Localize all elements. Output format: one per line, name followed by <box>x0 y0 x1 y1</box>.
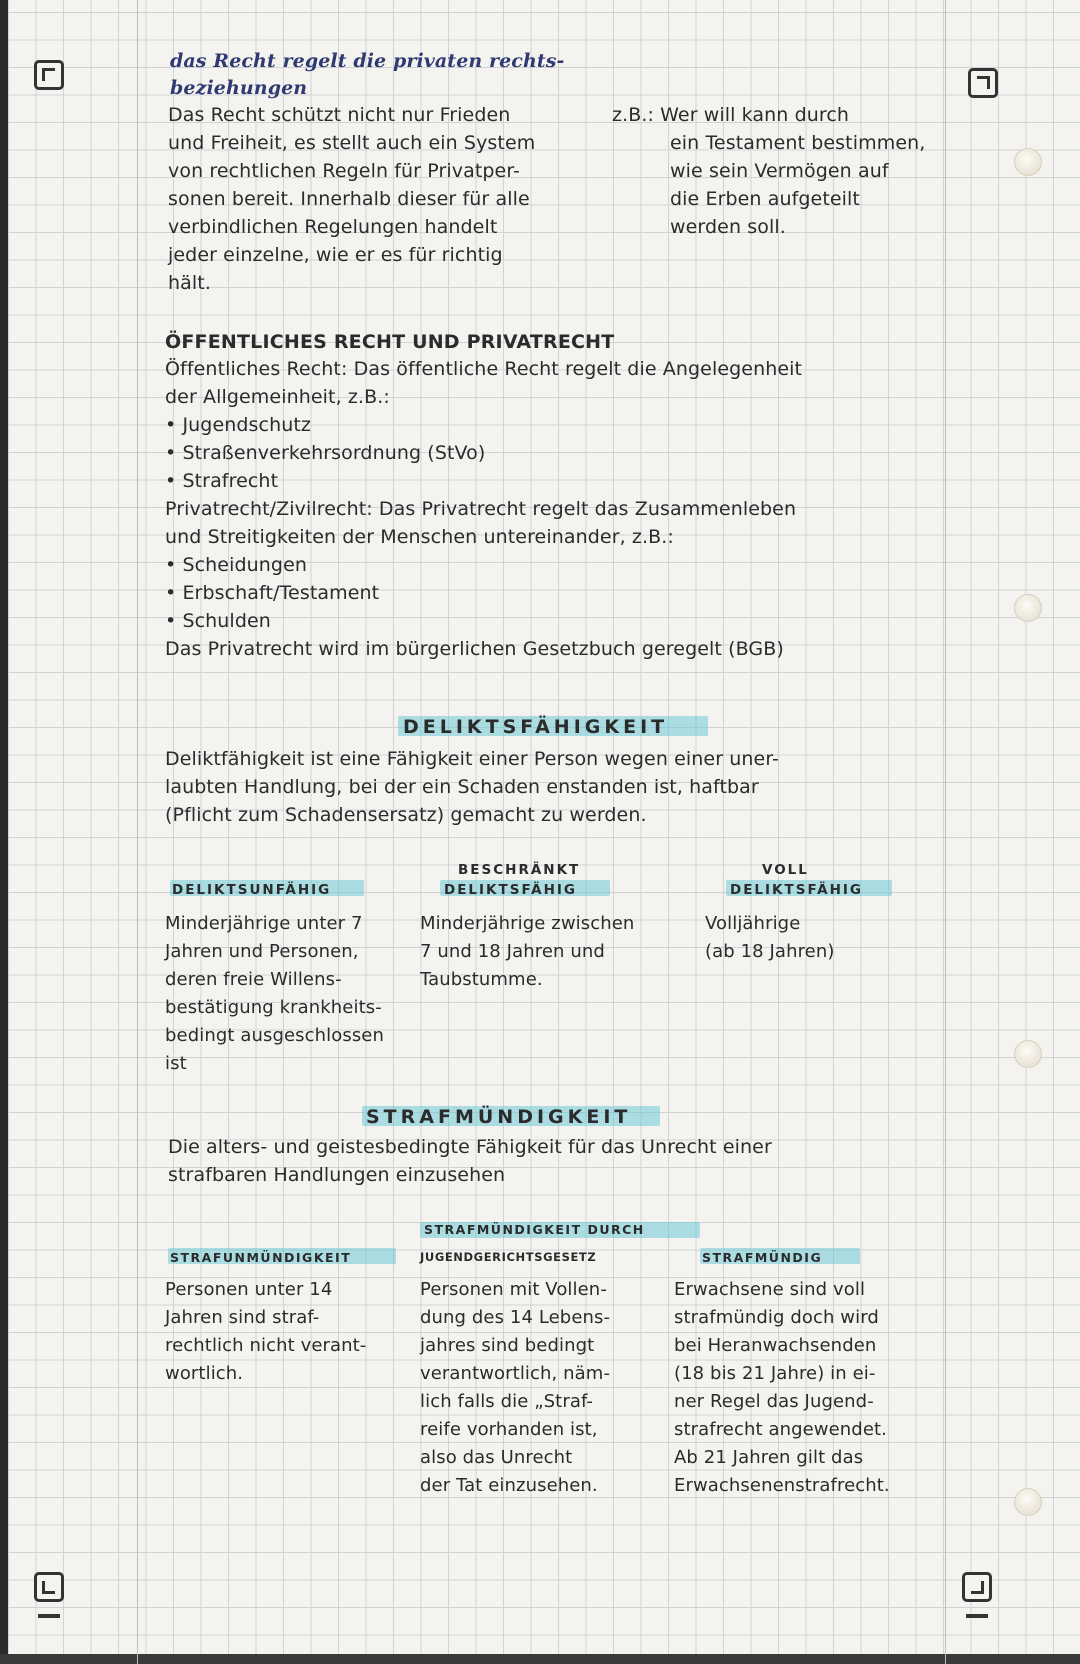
straf-col2-line: verantwortlich, näm- <box>420 1363 611 1384</box>
straf-definition-line: Die alters- und geistesbedingte Fähigkeit für das Unrecht einer <box>168 1136 772 1158</box>
corner-mark-top-left-icon <box>34 60 64 90</box>
straf-col2-line: reife vorhanden ist, <box>420 1419 598 1440</box>
straf-col2-line: der Tat einzusehen. <box>420 1475 598 1496</box>
straf-col2-line: Personen mit Vollen- <box>420 1279 607 1300</box>
intro-body-line: und Freiheit, es stellt auch ein System <box>168 132 536 154</box>
public-private-line: • Straßenverkehrsordnung (StVo) <box>165 442 486 464</box>
straf-col2-line: dung des 14 Lebens- <box>420 1307 611 1328</box>
delikt-col2-line: Taubstumme. <box>420 969 543 990</box>
delikt-col3-line: (ab 18 Jahren) <box>705 941 835 962</box>
public-private-line: der Allgemeinheit, z.B.: <box>165 386 390 408</box>
delikt-definition-line: (Pflicht zum Schadensersatz) gemacht zu werden. <box>165 804 647 826</box>
intro-body-line: Das Recht schützt nicht nur Frieden <box>168 104 511 126</box>
straf-col3-line: Erwachsenenstrafrecht. <box>674 1475 890 1496</box>
straf-col2-line: also das Unrecht <box>420 1447 573 1468</box>
left-margin-line <box>137 0 138 1664</box>
delikt-col3-line: Volljährige <box>705 913 801 934</box>
corner-mark-top-right-icon <box>968 68 998 98</box>
public-private-line: • Schulden <box>165 610 271 632</box>
delikt-title: DELIKTSFÄHIGKEIT <box>403 716 669 738</box>
straf-col3-head: STRAFMÜNDIG <box>702 1250 823 1265</box>
straf-col3-line: Ab 21 Jahren gilt das <box>674 1447 864 1468</box>
delikt-col1-line: bestätigung krankheits- <box>165 997 382 1018</box>
intro-heading-line-2: beziehungen <box>170 77 308 99</box>
public-private-title: ÖFFENTLICHES RECHT UND PRIVATRECHT <box>165 331 615 353</box>
intro-body-line: verbindlichen Regelungen handelt <box>168 216 498 238</box>
intro-example-line: z.B.: Wer will kann durch <box>612 104 850 126</box>
intro-body-line: von rechtlichen Regeln für Privatper- <box>168 160 520 182</box>
public-private-line: Privatrecht/Zivilrecht: Das Privatrecht regelt das Zusammenleben <box>165 498 797 520</box>
straf-col3-line: (18 bis 21 Jahre) in ei- <box>674 1363 876 1384</box>
delikt-col2-line: Minderjährige zwischen <box>420 913 635 934</box>
intro-body-line: hält. <box>168 272 211 294</box>
delikt-definition-line: laubten Handlung, bei der ein Schaden enstanden ist, haftbar <box>165 776 759 798</box>
straf-col1-line: Personen unter 14 <box>165 1279 333 1300</box>
straf-col3-line: bei Heranwachsenden <box>674 1335 877 1356</box>
page-binding-edge <box>0 0 8 1664</box>
straf-col2-line: lich falls die „Straf- <box>420 1391 594 1412</box>
right-margin-line <box>945 0 946 1664</box>
corner-mark-bottom-left-icon <box>34 1572 64 1602</box>
public-private-line: • Erbschaft/Testament <box>165 582 380 604</box>
straf-definition-line: strafbaren Handlungen einzusehen <box>168 1164 506 1186</box>
punch-hole-icon <box>1014 594 1042 622</box>
public-private-line: • Strafrecht <box>165 470 279 492</box>
straf-title: STRAFMÜNDIGKEIT <box>366 1106 632 1128</box>
straf-col1-line: Jahren sind straf- <box>165 1307 320 1328</box>
delikt-col1-line: deren freie Willens- <box>165 969 342 990</box>
intro-example-line: werden soll. <box>670 216 786 238</box>
intro-heading-line-1: das Recht regelt die privaten rechts- <box>170 50 565 72</box>
straf-col3-line: Erwachsene sind voll <box>674 1279 866 1300</box>
delikt-definition-line: Deliktfähigkeit ist eine Fähigkeit einer Person wegen einer uner- <box>165 748 779 770</box>
public-private-line: Öffentliches Recht: Das öffentliche Recht regelt die Angelegenheit <box>165 358 803 380</box>
intro-example-line: die Erben aufgeteilt <box>670 188 860 210</box>
punch-hole-icon <box>1014 148 1042 176</box>
corner-mark-bottom-right-icon <box>962 1572 992 1602</box>
intro-example-line: wie sein Vermögen auf <box>670 160 889 182</box>
public-private-line: • Jugendschutz <box>165 414 311 436</box>
straf-col3-line: ner Regel das Jugend- <box>674 1391 874 1412</box>
public-private-line: Das Privatrecht wird im bürgerlichen Gesetzbuch geregelt (BGB) <box>165 638 784 660</box>
intro-body-line: sonen bereit. Innerhalb dieser für alle <box>168 188 530 210</box>
corner-bar-right-icon <box>966 1614 988 1618</box>
straf-col2-head-line1: STRAFMÜNDIGKEIT DURCH <box>424 1222 645 1237</box>
delikt-col1-line: Minderjährige unter 7 <box>165 913 363 934</box>
corner-bar-left-icon <box>38 1614 60 1618</box>
straf-col2-line: jahres sind bedingt <box>420 1335 595 1356</box>
delikt-col1-line: Jahren und Personen, <box>165 941 359 962</box>
delikt-col3-head-line2: DELIKTSFÄHIG <box>730 882 863 898</box>
straf-col3-line: strafrecht angewendet. <box>674 1419 887 1440</box>
delikt-col2-head-line2: DELIKTSFÄHIG <box>444 882 577 898</box>
straf-col1-line: wortlich. <box>165 1363 244 1384</box>
delikt-col2-head-line1: BESCHRÄNKT <box>458 862 581 878</box>
page-bottom-edge <box>0 1654 1080 1664</box>
delikt-col2-line: 7 und 18 Jahren und <box>420 941 605 962</box>
straf-col2-head-line2: JUGENDGERICHTSGESETZ <box>420 1250 597 1264</box>
straf-col1-line: rechtlich nicht verant- <box>165 1335 367 1356</box>
delikt-col1-head: DELIKTSUNFÄHIG <box>172 882 332 898</box>
intro-body-line: jeder einzelne, wie er es für richtig <box>168 244 503 266</box>
public-private-line: • Scheidungen <box>165 554 308 576</box>
intro-example-line: ein Testament bestimmen, <box>670 132 926 154</box>
straf-col1-head: STRAFUNMÜNDIGKEIT <box>170 1250 352 1265</box>
public-private-line: und Streitigkeiten der Menschen untereinander, z.B.: <box>165 526 674 548</box>
straf-col3-line: strafmündig doch wird <box>674 1307 879 1328</box>
delikt-col1-line: ist <box>165 1053 187 1074</box>
punch-hole-icon <box>1014 1488 1042 1516</box>
punch-hole-icon <box>1014 1040 1042 1068</box>
delikt-col3-head-line1: VOLL <box>762 862 809 878</box>
delikt-col1-line: bedingt ausgeschlossen <box>165 1025 384 1046</box>
